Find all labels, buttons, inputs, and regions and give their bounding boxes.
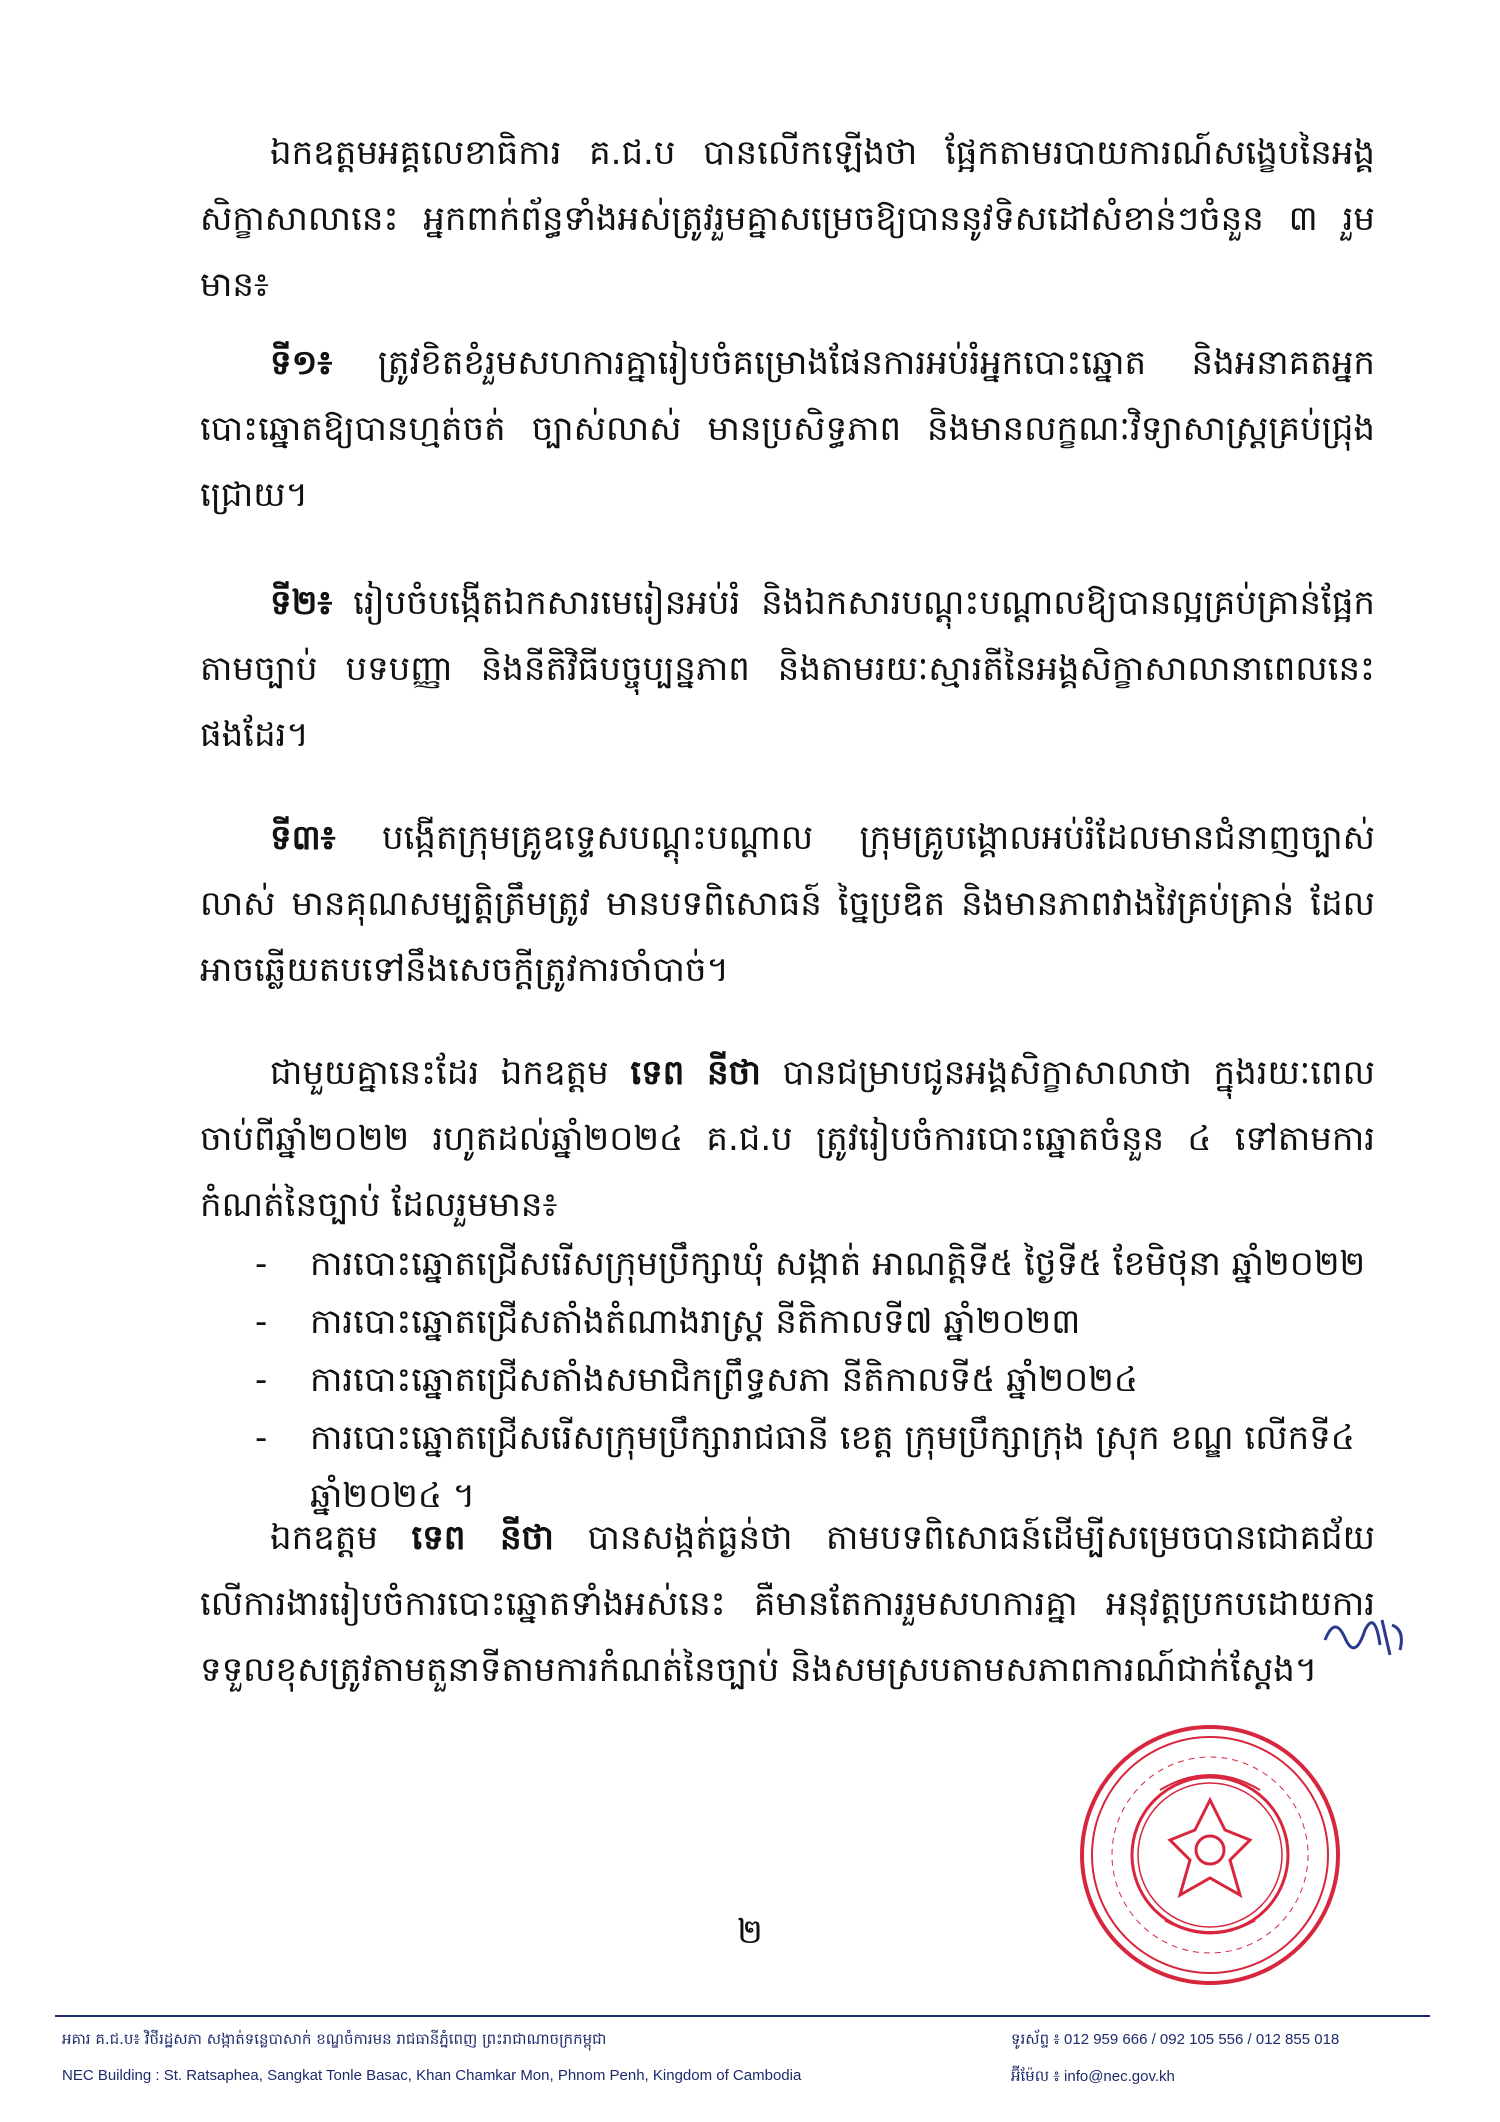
footer-divider <box>55 2015 1430 2017</box>
objective-item-2 <box>200 570 1375 768</box>
objective-item-1 <box>200 330 1375 528</box>
bullet-dash: - <box>255 1244 268 1284</box>
list-item-text: ការបោះឆ្នោតជ្រើសតាំងតំណាងរាស្ត្រ នីតិកាលទី៧ ឆ្នាំ២០២៣ <box>310 1302 1081 1342</box>
person-name: ទេព នីថា <box>630 1053 761 1093</box>
footer-email: អ៊ីម៉ែល ៖ info@nec.gov.kh <box>1011 2068 1175 2085</box>
closing-text-before: ឯកឧត្តម <box>270 1518 378 1558</box>
objective-label-2: ទី២៖ <box>270 583 333 623</box>
list-item <box>200 1293 1375 1351</box>
elections-paragraph <box>200 1040 1375 1238</box>
list-item <box>200 1235 1375 1293</box>
bullet-dash: - <box>255 1418 268 1458</box>
objective-item-3 <box>200 805 1375 1003</box>
intro-paragraph: ឯកឧត្តមអគ្គលេខាធិការ គ.ជ.ប បានលើកឡើងថា ផ្អែកតាមរបាយការណ៍សង្ខេបនៃអង្គសិក្ខាសាលានេះ អ្នកពាក់ព័ន្ធទាំងអស់ត្រូវរួមគ្នាសម្រេចឱ្យបាននូវទិសដៅសំខាន់ៗចំនួន ៣ រួមមាន៖ <box>200 133 1375 305</box>
objective-text-2: រៀបចំបង្កើតឯកសារមេរៀនអប់រំ និងឯកសារបណ្តុះបណ្តាលឱ្យបានល្អគ្រប់គ្រាន់ផ្អែកតាមច្បាប់ បទបញ្ញា និងនីតិវិធីបច្ចុប្បន្នភាព និងតាមរយៈស្មារតីនៃអង្គសិក្ខាសាលានាពេលនេះផងដែរ។ <box>200 583 1375 755</box>
signature-icon <box>1320 1600 1410 1660</box>
person-name: ទេព នីថា <box>411 1518 554 1558</box>
closing-paragraph <box>200 1505 1375 1703</box>
footer-address-khmer: អគារ គ.ជ.ប៖ វិថីរដ្ឋសភា សង្កាត់ទន្លេបាសាក់ ខណ្ឌចំការមន រាជធានីភ្នំពេញ ព្រះរាជាណាចក្រកម្ពុជា <box>62 2030 607 2048</box>
page-number: ២ <box>737 1912 763 1952</box>
list-item <box>200 1351 1375 1409</box>
objective-label-1: ទី១៖ <box>270 343 333 383</box>
elections-text-before: ជាមួយគ្នានេះដែរ ឯកឧត្តម <box>270 1053 609 1093</box>
bullet-dash: - <box>255 1360 268 1400</box>
elections-text-after: បានជម្រាបជូនអង្គសិក្ខាសាលាថា ក្នុងរយៈពេលចាប់ពីឆ្នាំ២០២២ រហូតដល់ឆ្នាំ២០២៤ គ.ជ.ប ត្រូវរៀបចំការបោះឆ្នោតចំនួន ៤ ទៅតាមការកំណត់នៃច្បាប់ ដែលរួមមាន៖ <box>200 1053 1375 1225</box>
list-item-text: ការបោះឆ្នោតជ្រើសរើសក្រុមប្រឹក្សាឃុំ សង្កាត់ អាណត្តិទី៥ ថ្ងៃទី៥ ខែមិថុនា ឆ្នាំ២០២២ <box>310 1244 1366 1284</box>
list-item-text: ការបោះឆ្នោតជ្រើសតាំងសមាជិកព្រឹទ្ធសភា នីតិកាលទី៥ ឆ្នាំ២០២៤ <box>310 1360 1138 1400</box>
objective-text-1: ត្រូវខិតខំរួមសហការគ្នារៀបចំគម្រោងផែនការអប់រំអ្នកបោះឆ្នោត និងអនាគតអ្នកបោះឆ្នោតឱ្យបានហ្មត់ចត់ ច្បាស់លាស់ មានប្រសិទ្ធភាព និងមានលក្ខណៈវិទ្យាសាស្ត្រគ្រប់ជ្រុងជ្រោយ។ <box>200 343 1375 515</box>
objective-text-3: បង្កើតក្រុមគ្រូឧទ្ទេសបណ្តុះបណ្តាល ក្រុមគ្រូបង្គោលអប់រំដែលមានជំនាញច្បាស់លាស់ មានគុណសម្បត្តិត្រឹមត្រូវ មានបទពិសោធន៍ ច្នៃប្រឌិត និងមានភាពវាងវៃគ្រប់គ្រាន់ ដែលអាចឆ្លើយតបទៅនឹងសេចក្តីត្រូវការចាំបាច់។ <box>200 818 1375 990</box>
bullet-dash: - <box>255 1302 268 1342</box>
footer-address-english: NEC Building : St. Ratsaphea, Sangkat Tonle Basac, Khan Chamkar Mon, Phnom Penh, Kingdom of Cambodia <box>62 2067 802 2084</box>
list-item-text: ការបោះឆ្នោតជ្រើសរើសក្រុមប្រឹក្សារាជធានី ខេត្ត ក្រុមប្រឹក្សាក្រុង ស្រុក ខណ្ឌ លើកទី៤ ឆ្នាំ២០២៤ ។ <box>310 1418 1355 1516</box>
elections-list <box>200 1235 1375 1525</box>
closing-text-after: បានសង្កត់ធ្ងន់ថា តាមបទពិសោធន៍ដើម្បីសម្រេចបានជោគជ័យលើការងាររៀបចំការបោះឆ្នោតទាំងអស់នេះ គឺមានតែការរួមសហការគ្នា អនុវត្តប្រកបដោយការទទួលខុសត្រូវតាមតួនាទីតាមការកំណត់នៃច្បាប់ និងសមស្របតាមសភាពការណ៍ជាក់ស្តែង។ <box>200 1518 1376 1690</box>
objective-label-3: ទី៣៖ <box>270 818 336 858</box>
footer-telephone: ទូរស័ព្ទ ៖ 012 959 666 / 092 105 556 / 012 855 018 <box>1011 2031 1340 2048</box>
